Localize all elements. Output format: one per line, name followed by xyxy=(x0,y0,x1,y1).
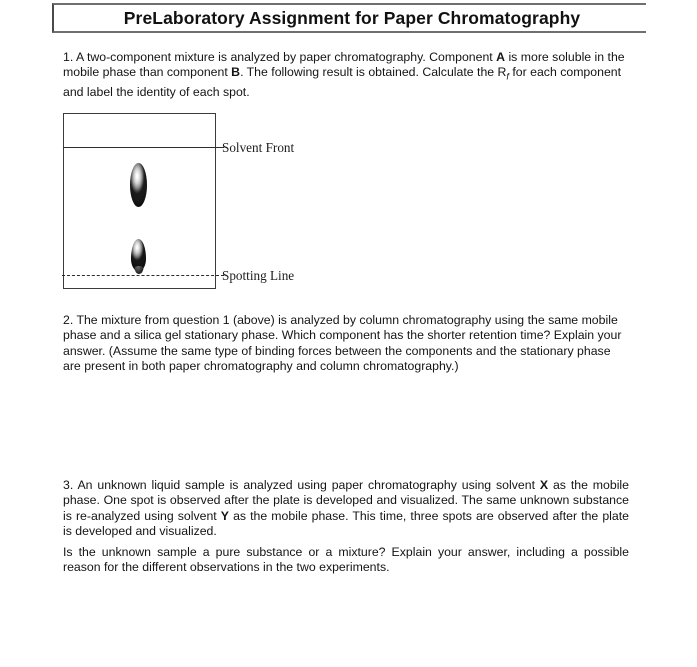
rf-subscript: f xyxy=(506,71,509,82)
question-3-text-a: An unknown liquid sample is analyzed using paper chromatography using solvent xyxy=(73,478,540,492)
question-1-text-c: . The following result is obtained. Calculate the R xyxy=(240,65,507,80)
page-title: PreLaboratory Assignment for Paper Chromatography xyxy=(123,7,581,28)
question-3-paragraph xyxy=(63,478,629,540)
component-b-label: B xyxy=(231,65,241,80)
chromatography-diagram xyxy=(55,105,375,300)
question-2-paragraph xyxy=(63,313,631,375)
component-a-label: A xyxy=(496,50,506,64)
spotting-line-label: Spotting Line xyxy=(222,268,295,283)
solvent-x-label: X xyxy=(539,478,549,492)
question-1-text-b: is more soluble in the mobile phase than component xyxy=(63,50,625,80)
question-3-number: 3. xyxy=(63,478,74,492)
question-1-text-d: for each component and label the identity of each spot. xyxy=(63,65,622,100)
solvent-y-label: Y xyxy=(220,508,229,523)
lower-spot-icon xyxy=(131,239,146,271)
question-1-text-a: A two-component mixture is analyzed by paper chromatography. Component xyxy=(73,50,497,64)
solvent-front-label: Solvent Front xyxy=(222,140,295,155)
question-1-paragraph xyxy=(63,50,631,101)
upper-spot-icon xyxy=(130,163,147,207)
spotting-line xyxy=(62,275,224,276)
question-3-text-c: as the mobile phase. This time, three spots are observed after the plate is developed and visualized. xyxy=(63,508,629,539)
question-3-text-b: as the mobile phase. One spot is observed after the plate is developed and visualized. The same unknown substance is re-analyzed using solvent xyxy=(63,478,630,523)
question-2-number: 2. xyxy=(63,313,74,327)
question-3-followup-paragraph: Is the unknown sample a pure substance or a mixture? Explain your answer, including a possible reason for the different observations in the two experiments. xyxy=(63,545,629,575)
solvent-front-line xyxy=(63,147,224,148)
question-1-number: 1. xyxy=(63,50,74,64)
document-title-banner xyxy=(52,3,646,33)
question-2-text: The mixture from question 1 (above) is analyzed by column chromatography using the same mobile phase and a silica gel stationary phase. Which component has the shorter retention time? Explain your answer. (Assume the same type of binding forces between the components and the stationary phase are present in both paper chromatography and column chromatography.) xyxy=(63,313,622,374)
